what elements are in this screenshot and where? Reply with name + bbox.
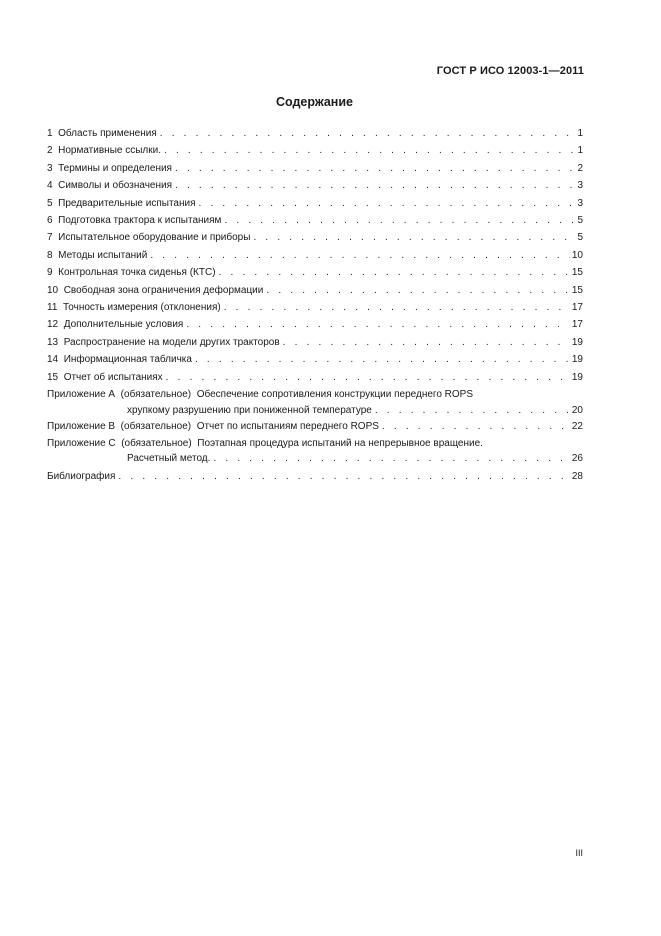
- leader-dots: [175, 160, 575, 177]
- toc-entry-1[interactable]: [47, 125, 583, 142]
- appendix-title-line2: хрупкому разрушению при пониженной температуре: [127, 404, 372, 416]
- toc-entry-number: 9: [47, 267, 53, 279]
- toc-entry-text: Испытательное оборудование и приборы: [58, 232, 251, 244]
- toc-entry-number: 3: [47, 162, 53, 174]
- appendix-page: 20: [571, 404, 583, 416]
- table-of-contents: [47, 125, 583, 485]
- toc-entry-text: Нормативные ссылки.: [58, 145, 161, 157]
- appendix-label: Приложение В: [47, 421, 116, 433]
- page-folio: III: [575, 848, 583, 858]
- toc-bibliography[interactable]: [47, 468, 583, 485]
- appendix-title-line1: Обеспечение сопротивления конструкции переднего ROPS: [196, 389, 474, 401]
- leader-dots: [175, 177, 575, 194]
- toc-entry-text: Точность измерения (отклонения): [62, 302, 221, 314]
- toc-entry-page: 3: [577, 197, 583, 209]
- toc-entry-number: 10: [47, 284, 59, 296]
- toc-entry-number: 5: [47, 197, 53, 209]
- leader-dots: [224, 299, 570, 316]
- toc-entry-page: 5: [577, 232, 583, 244]
- toc-entry-page: 3: [577, 180, 583, 192]
- toc-entry-number: 7: [47, 232, 53, 244]
- leader-dots: [266, 282, 570, 299]
- toc-entry-2[interactable]: [47, 142, 583, 159]
- toc-entry-page: 5: [577, 215, 583, 227]
- appendix-page: 26: [571, 453, 583, 465]
- leader-dots: [166, 369, 570, 386]
- leader-dots: [219, 264, 570, 281]
- appendix-label: Приложение С: [47, 437, 116, 449]
- toc-entry-text: Контрольная точка сиденья (КТС): [58, 267, 216, 279]
- toc-entry-page: 19: [571, 371, 583, 383]
- toc-entry-14[interactable]: [47, 351, 583, 368]
- leader-dots: [164, 142, 575, 159]
- toc-entry-10[interactable]: [47, 282, 583, 299]
- leader-dots: [213, 451, 569, 467]
- leader-dots: [224, 212, 575, 229]
- appendix-title-line1: Отчет по испытаниям переднего ROPS: [196, 421, 379, 433]
- toc-entry-number: 8: [47, 249, 53, 261]
- leader-dots: [199, 195, 576, 212]
- toc-entry-page: 19: [571, 354, 583, 366]
- leader-dots: [160, 125, 576, 142]
- leader-dots: [283, 334, 570, 351]
- appendix-title-line2: Расчетный метод.: [127, 453, 211, 465]
- toc-entry-number: 14: [47, 354, 59, 366]
- toc-entry-13[interactable]: [47, 334, 583, 351]
- toc-entry-number: 2: [47, 145, 53, 157]
- bibliography-text: Библиография: [47, 470, 116, 482]
- toc-entry-15[interactable]: [47, 369, 583, 386]
- toc-entry-page: 15: [571, 267, 583, 279]
- appendix-page: 22: [571, 421, 583, 433]
- appendix-label: Приложение А: [47, 389, 116, 401]
- toc-entry-number: 12: [47, 319, 59, 331]
- toc-entry-page: 17: [571, 319, 583, 331]
- appendix-status: (обязательное): [120, 389, 192, 401]
- leader-dots: [382, 419, 570, 435]
- toc-entry-page: 19: [571, 336, 583, 348]
- toc-entry-3[interactable]: [47, 160, 583, 177]
- toc-entry-text: Термины и определения: [58, 162, 172, 174]
- toc-entry-page: 15: [571, 284, 583, 296]
- toc-entry-text: Дополнительные условия: [63, 319, 184, 331]
- toc-entry-page: 1: [577, 145, 583, 157]
- toc-entry-page: 10: [571, 249, 583, 261]
- toc-entry-page: 2: [577, 162, 583, 174]
- toc-entry-6[interactable]: [47, 212, 583, 229]
- toc-entry-number: 1: [47, 128, 53, 139]
- leader-dots: [186, 316, 570, 333]
- toc-entry-page: 17: [571, 302, 583, 314]
- toc-entry-text: Символы и обозначения: [58, 180, 172, 192]
- bibliography-page: 28: [571, 470, 583, 482]
- toc-entry-text: Область применения: [58, 128, 157, 139]
- leader-dots: [195, 351, 570, 368]
- leader-dots: [118, 468, 569, 485]
- toc-entry-text: Свободная зона ограничения деформации: [63, 284, 264, 296]
- toc-entry-text: Информационная табличка: [63, 354, 192, 366]
- toc-entry-text: Методы испытаний: [58, 249, 148, 261]
- leader-dots: [253, 229, 575, 246]
- appendix-title-line1: Поэтапная процедура испытаний на непрерывное вращение.: [197, 437, 483, 449]
- toc-entry-9[interactable]: [47, 264, 583, 281]
- toc-entry-5[interactable]: [47, 195, 583, 212]
- toc-entry-11[interactable]: [47, 299, 583, 316]
- toc-title: Содержание: [275, 95, 353, 109]
- toc-entry-number: 13: [47, 336, 59, 348]
- document-code: ГОСТ Р ИСО 12003-1—2011: [436, 65, 584, 77]
- appendix-status: (обязательное): [120, 421, 192, 433]
- toc-appendix-a[interactable]: [47, 387, 583, 418]
- leader-dots: [375, 403, 570, 419]
- toc-entry-4[interactable]: [47, 177, 583, 194]
- leader-dots: [150, 247, 570, 264]
- toc-entry-number: 4: [47, 180, 53, 192]
- toc-entry-page: 1: [577, 128, 583, 139]
- toc-entry-12[interactable]: [47, 316, 583, 333]
- toc-entry-8[interactable]: [47, 247, 583, 264]
- appendix-status: (обязательное): [121, 437, 192, 449]
- toc-appendix-c[interactable]: [47, 436, 583, 467]
- toc-entry-number: 15: [47, 371, 59, 383]
- toc-entry-text: Распространение на модели других тракторов: [63, 336, 280, 348]
- toc-entry-text: Предварительные испытания: [58, 197, 196, 209]
- toc-appendix-b[interactable]: [47, 419, 583, 435]
- toc-entry-text: Отчет об испытаниях: [63, 371, 163, 383]
- toc-entry-7[interactable]: [47, 229, 583, 246]
- toc-entry-text: Подготовка трактора к испытаниям: [58, 215, 222, 227]
- toc-entry-number: 6: [47, 215, 53, 227]
- toc-entry-number: 11: [47, 302, 58, 314]
